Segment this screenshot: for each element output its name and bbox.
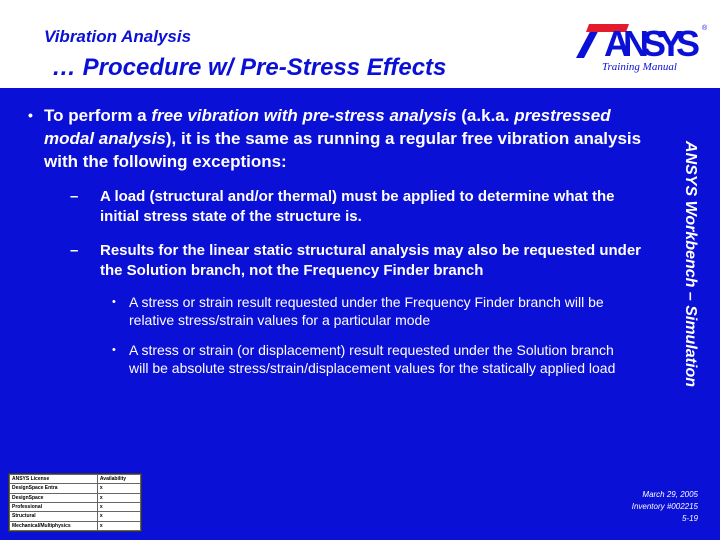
footer: [632, 489, 698, 525]
availability-header-cell: Availability: [97, 475, 140, 484]
bullet-marker: •: [28, 107, 33, 123]
svg-text:®: ®: [702, 25, 708, 32]
main-bullet: [28, 104, 668, 173]
ansys-logo: [574, 18, 710, 62]
slide-title: … Procedure w/ Pre-Stress Effects: [52, 54, 447, 81]
table-row: [10, 493, 141, 502]
detail-bullet-frequency-text: A stress or strain result requested under the Frequency Finder branch will be relative stress/strain values for a particular mode: [129, 294, 604, 328]
license-table: [8, 473, 142, 532]
license-name: Professional: [10, 502, 98, 511]
availability-mark: x: [97, 512, 140, 521]
table-row: [10, 521, 141, 530]
main-bullet-text: To perform a free vibration with pre-stress analysis (a.k.a. prestressed modal analysis), it is the same as running a regular free vibration analysis with the following exceptions:: [44, 106, 642, 171]
availability-mark: x: [97, 484, 140, 493]
table-row: [10, 502, 141, 511]
license-name: Structural: [10, 512, 98, 521]
page-number: 5-19: [681, 514, 698, 523]
slide-content: [28, 104, 668, 377]
side-label: [672, 106, 708, 422]
license-name: DesignSpace Entra: [10, 484, 98, 493]
license-name: Mechanical/Multiphysics: [10, 521, 98, 530]
license-table-header: [10, 475, 141, 484]
availability-mark: x: [97, 521, 140, 530]
ansys-logo-text: ANSYS: [604, 23, 700, 62]
sub-bullet-load: [70, 187, 668, 227]
side-label-text: ANSYS Workbench – Simulation: [682, 141, 699, 387]
table-row: [10, 512, 141, 521]
dash-marker: –: [70, 242, 79, 259]
sub-bullet-load-text: A load (structural and/or thermal) must be applied to determine what the initial stress state of the structure is.: [100, 188, 615, 225]
section-title: Vibration Analysis: [44, 27, 192, 46]
availability-mark: x: [97, 502, 140, 511]
sub-bullet-results-text: Results for the linear static structural analysis may also be requested under the Solution branch, not the Frequency Finder branch: [100, 242, 642, 279]
detail-bullet-solution: [112, 341, 668, 377]
license-name: DesignSpace: [10, 493, 98, 502]
bullet-marker: •: [112, 344, 116, 356]
detail-bullet-solution-text: A stress or strain (or displacement) result requested under the Solution branch will be absolute stress/strain/displacement values for the statically applied load: [129, 342, 616, 376]
license-header-cell: ANSYS License: [10, 475, 98, 484]
sub-bullet-results: [70, 241, 668, 281]
table-row: [10, 484, 141, 493]
footer-date: March 29, 2005: [642, 490, 698, 499]
footer-inventory: Inventory #002215: [631, 502, 698, 511]
bullet-marker: •: [112, 296, 116, 308]
detail-bullet-frequency: [112, 293, 668, 329]
dash-marker: –: [70, 188, 79, 205]
availability-mark: x: [97, 493, 140, 502]
training-manual-label: Training Manual: [602, 61, 677, 73]
